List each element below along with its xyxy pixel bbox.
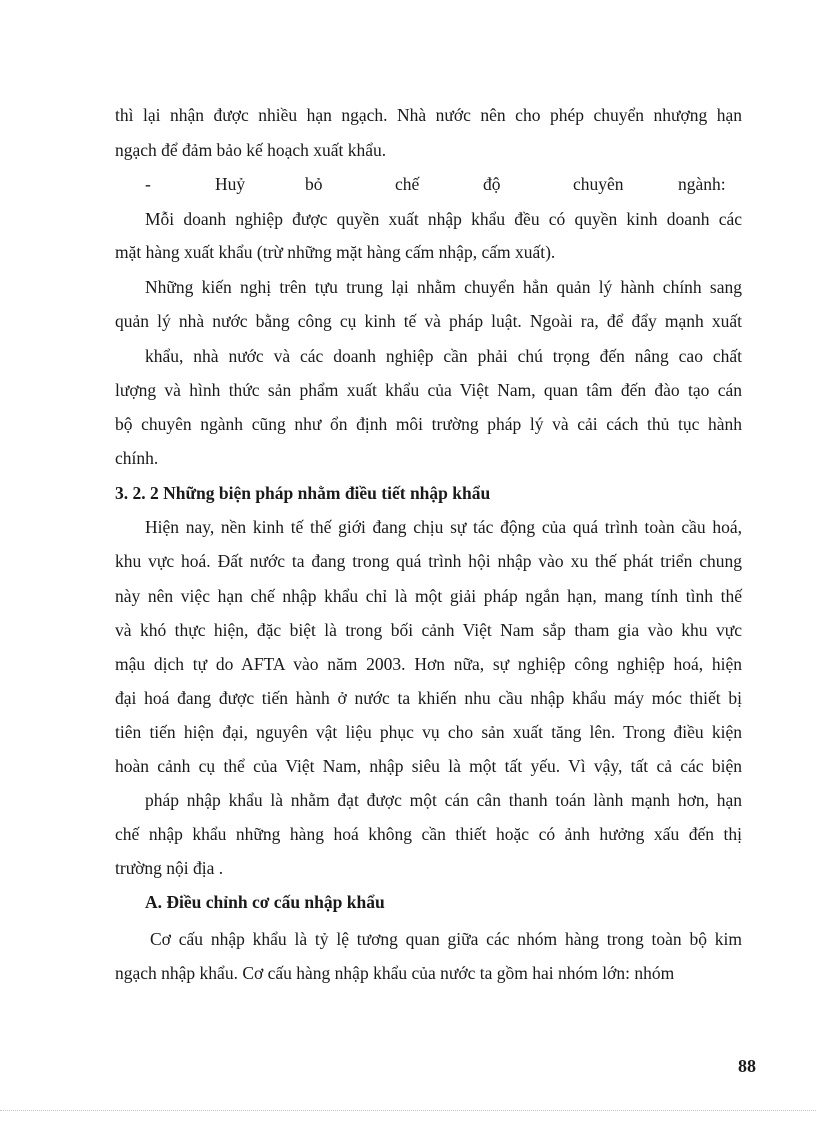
- paragraph-4-line-1: Cơ cấu nhập khẩu là tỷ lệ tương quan giữa các nhóm hàng trong toàn bộ kim: [150, 929, 742, 949]
- section-heading-a: A. Điều chỉnh cơ cấu nhập khẩu: [145, 892, 385, 912]
- paragraph-3-line-5: mậu dịch tự do AFTA vào năm 2003. Hơn nữa, sự nghiệp công nghiệp hoá, hiện: [115, 654, 742, 674]
- bullet-word-3: chế: [395, 174, 420, 194]
- paragraph-2-line-6: chính.: [115, 448, 159, 468]
- paragraph-3-line-8: hoàn cảnh cụ thể của Việt Nam, nhập siêu là một tất yếu. Vì vậy, tất cả các biện: [115, 756, 742, 776]
- paragraph-3-line-6: đại hoá đang được tiến hành ở nước ta khiến nhu cầu nhập khẩu máy móc thiết bị: [115, 688, 742, 708]
- paragraph-3-line-2: khu vực hoá. Đất nước ta đang trong quá trình hội nhập vào xu thế phát triển chung: [115, 551, 742, 571]
- paragraph-2-line-1: Những kiến nghị trên tựu trung lại nhằm chuyển hẳn quản lý hành chính sang: [145, 277, 742, 297]
- paragraph-1-line-2: ngạch để đảm bảo kế hoạch xuất khẩu.: [115, 140, 387, 160]
- paragraph-3-line-4: và khó thực hiện, đặc biệt là trong bối cảnh Việt Nam sắp tham gia vào khu vực: [115, 620, 742, 640]
- paragraph-3-line-9: pháp nhập khẩu là nhằm đạt được một cán cân thanh toán lành mạnh hơn, hạn: [145, 790, 742, 810]
- paragraph-2-line-3: khẩu, nhà nước và các doanh nghiệp cần phải chú trọng đến nâng cao chất: [145, 346, 742, 366]
- bullet-word-6: ngành:: [678, 174, 726, 194]
- bullet-word-2: bỏ: [305, 174, 323, 194]
- paragraph-4-line-2: ngạch nhập khẩu. Cơ cấu hàng nhập khẩu của nước ta gồm hai nhóm lớn: nhóm: [115, 963, 675, 983]
- section-heading-3-2-2: 3. 2. 2 Những biện pháp nhằm điều tiết nhập khẩu: [115, 483, 491, 503]
- bullet-dash: -: [145, 174, 151, 194]
- paragraph-3-line-1: Hiện nay, nền kinh tế thế giới đang chịu sự tác động của quá trình toàn cầu hoá,: [145, 517, 742, 537]
- paragraph-3-line-3: này nên việc hạn chế nhập khẩu chỉ là một giải pháp ngắn hạn, mang tính tình thế: [115, 586, 742, 606]
- paragraph-3-line-10: chế nhập khẩu những hàng hoá không cần thiết hoặc có ảnh hưởng xấu đến thị: [115, 824, 742, 844]
- bullet-line-3: mặt hàng xuất khẩu (trừ những mặt hàng cấm nhập, cấm xuất).: [115, 242, 556, 262]
- bullet-word-4: độ: [483, 174, 501, 194]
- page-number: 88: [738, 1056, 756, 1076]
- bullet-word-1: Huỷ: [215, 174, 246, 194]
- bullet-word-5: chuyên: [573, 174, 624, 194]
- paragraph-3-line-7: tiên tiến hiện đại, nguyên vật liệu phục vụ cho sản xuất tăng lên. Trong điều kiện: [115, 722, 742, 742]
- paragraph-2-line-5: bộ chuyên ngành cũng như ổn định môi trường pháp lý và cải cách thủ tục hành: [115, 414, 742, 434]
- paragraph-1-line-1: thì lại nhận được nhiều hạn ngạch. Nhà nước nên cho phép chuyển nhượng hạn: [115, 105, 742, 125]
- bullet-heading: [145, 173, 742, 195]
- paragraph-3-line-11: trường nội địa .: [115, 858, 224, 878]
- page-edge-divider: [0, 1110, 816, 1111]
- bullet-line-2: Mỗi doanh nghiệp được quyền xuất nhập khẩu đều có quyền kinh doanh các: [145, 209, 742, 229]
- paragraph-2-line-2: quản lý nhà nước bằng công cụ kinh tế và pháp luật. Ngoài ra, để đẩy mạnh xuất: [115, 311, 742, 331]
- paragraph-2-line-4: lượng và hình thức sản phẩm xuất khẩu của Việt Nam, quan tâm đến đào tạo cán: [115, 380, 742, 400]
